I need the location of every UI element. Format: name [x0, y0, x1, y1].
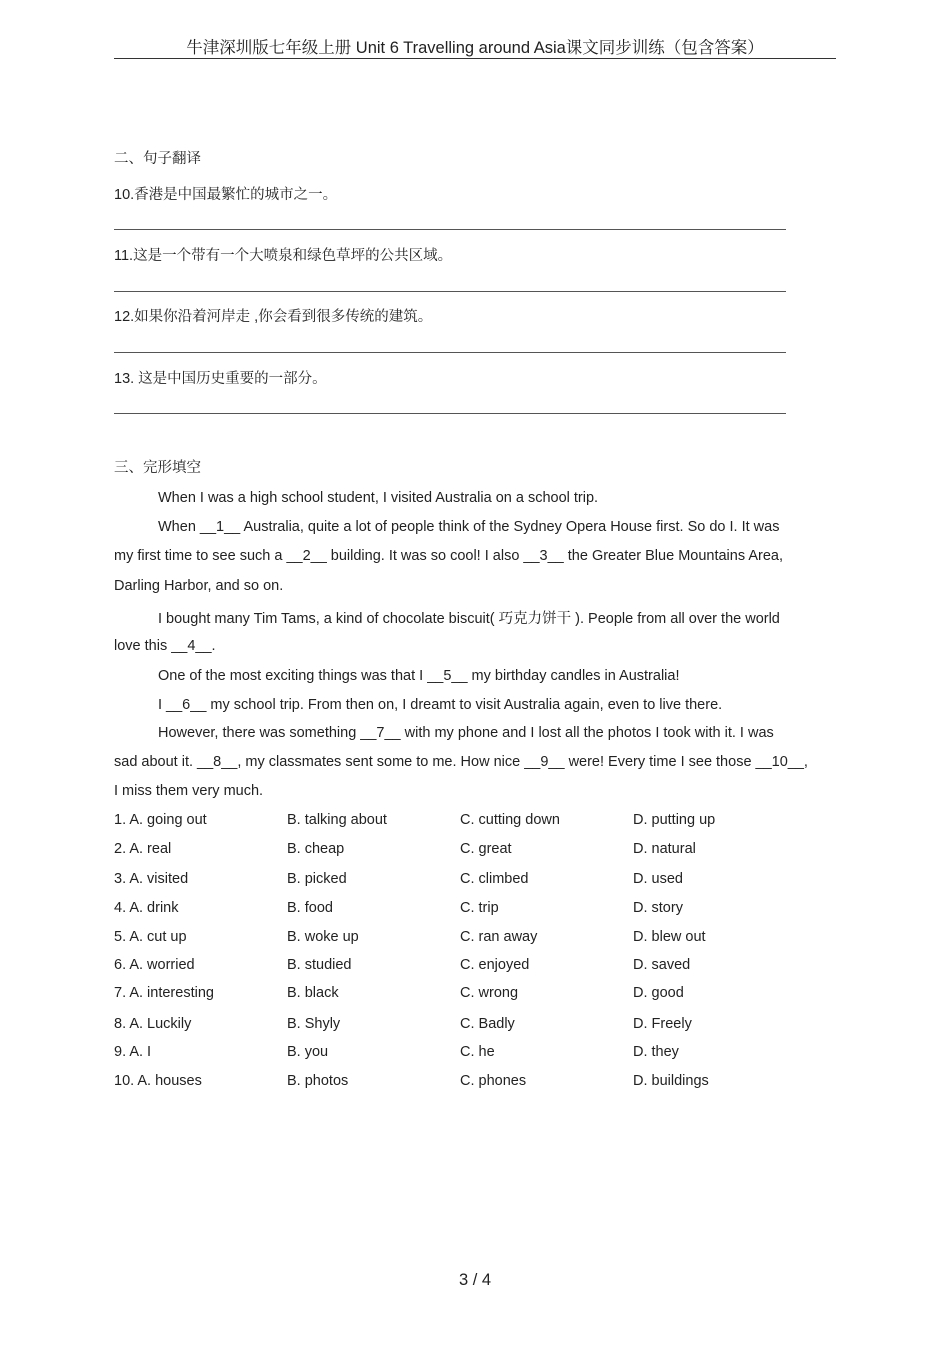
answer-line-10	[114, 229, 786, 230]
option-1a: 1. A. going out	[114, 812, 207, 828]
option-3a: 3. A. visited	[114, 871, 189, 887]
option-9a: 9. A. I	[114, 1044, 152, 1060]
passage-line: When __1__ Australia, quite a lot of people think of the Sydney Opera House first. So do I. It was	[158, 519, 780, 535]
option-7c: C. wrong	[460, 985, 519, 1001]
option-8c: C. Badly	[460, 1016, 515, 1032]
passage-line: I __6__ my school trip. From then on, I dreamt to visit Australia again, even to live there.	[158, 697, 723, 713]
option-5c: C. ran away	[460, 929, 538, 945]
passage-line: However, there was something __7__ with my phone and I lost all the photos I took with it. I was	[158, 725, 774, 741]
option-8b: B. Shyly	[287, 1016, 341, 1032]
option-10d: D. buildings	[633, 1073, 709, 1089]
option-1b: B. talking about	[287, 812, 387, 828]
option-7d: D. good	[633, 985, 684, 1001]
option-1d: D. putting up	[633, 812, 716, 828]
answer-line-12	[114, 352, 786, 353]
passage-line: I bought many Tim Tams, a kind of chocolate biscuit( 巧克力饼干 ). People from all over the world	[158, 611, 780, 627]
option-10b: B. photos	[287, 1073, 349, 1089]
passage-line: sad about it. __8__, my classmates sent some to me. How nice __9__ were! Every time I see those __10__,	[114, 754, 808, 770]
option-5d: D. blew out	[633, 929, 706, 945]
option-5a: 5. A. cut up	[114, 929, 187, 945]
option-10c: C. phones	[460, 1073, 527, 1089]
translation-item-13: 13. 这是中国历史重要的一部分。	[114, 371, 327, 387]
option-3d: D. used	[633, 871, 683, 887]
translation-item-10: 10.香港是中国最繁忙的城市之一。	[114, 187, 338, 203]
option-4d: D. story	[633, 900, 683, 916]
passage-line: Darling Harbor, and so on.	[114, 578, 284, 594]
section-2-title: 二、句子翻译	[114, 151, 201, 167]
answer-line-11	[114, 291, 786, 292]
option-10a: 10. A. houses	[114, 1073, 202, 1089]
option-6c: C. enjoyed	[460, 957, 530, 973]
section-3-title: 三、完形填空	[114, 460, 201, 476]
passage-line: I miss them very much.	[114, 783, 264, 799]
option-6b: B. studied	[287, 957, 352, 973]
option-8a: 8. A. Luckily	[114, 1016, 192, 1032]
option-8d: D. Freely	[633, 1016, 692, 1032]
option-9d: D. they	[633, 1044, 679, 1060]
option-2b: B. cheap	[287, 841, 345, 857]
option-1c: C. cutting down	[460, 812, 560, 828]
option-2a: 2. A. real	[114, 841, 172, 857]
option-2c: C. great	[460, 841, 512, 857]
translation-item-12: 12.如果你沿着河岸走 ,你会看到很多传统的建筑。	[114, 309, 433, 325]
option-6d: D. saved	[633, 957, 691, 973]
option-3c: C. climbed	[460, 871, 529, 887]
answer-line-13	[114, 413, 786, 414]
option-9b: B. you	[287, 1044, 329, 1060]
passage-line: One of the most exciting things was that I __5__ my birthday candles in Australia!	[158, 668, 680, 684]
option-6a: 6. A. worried	[114, 957, 195, 973]
option-9c: C. he	[460, 1044, 495, 1060]
option-4b: B. food	[287, 900, 333, 916]
option-5b: B. woke up	[287, 929, 359, 945]
passage-line: my first time to see such a __2__ building. It was so cool! I also __3__ the Greater Blue Mountains Area,	[114, 548, 783, 564]
option-7a: 7. A. interesting	[114, 985, 214, 1001]
option-3b: B. picked	[287, 871, 347, 887]
passage-line: When I was a high school student, I visited Australia on a school trip.	[158, 490, 599, 506]
passage-line: love this __4__.	[114, 638, 216, 654]
option-2d: D. natural	[633, 841, 696, 857]
translation-item-11: 11.这是一个带有一个大喷泉和绿色草坪的公共区域。	[114, 248, 453, 264]
option-7b: B. black	[287, 985, 339, 1001]
option-4a: 4. A. drink	[114, 900, 179, 916]
option-4c: C. trip	[460, 900, 499, 916]
page-header: 牛津深圳版七年级上册 Unit 6 Travelling around Asia课文同步训练（包含答案）	[114, 34, 836, 59]
page-number: 3 / 4	[458, 1271, 492, 1289]
